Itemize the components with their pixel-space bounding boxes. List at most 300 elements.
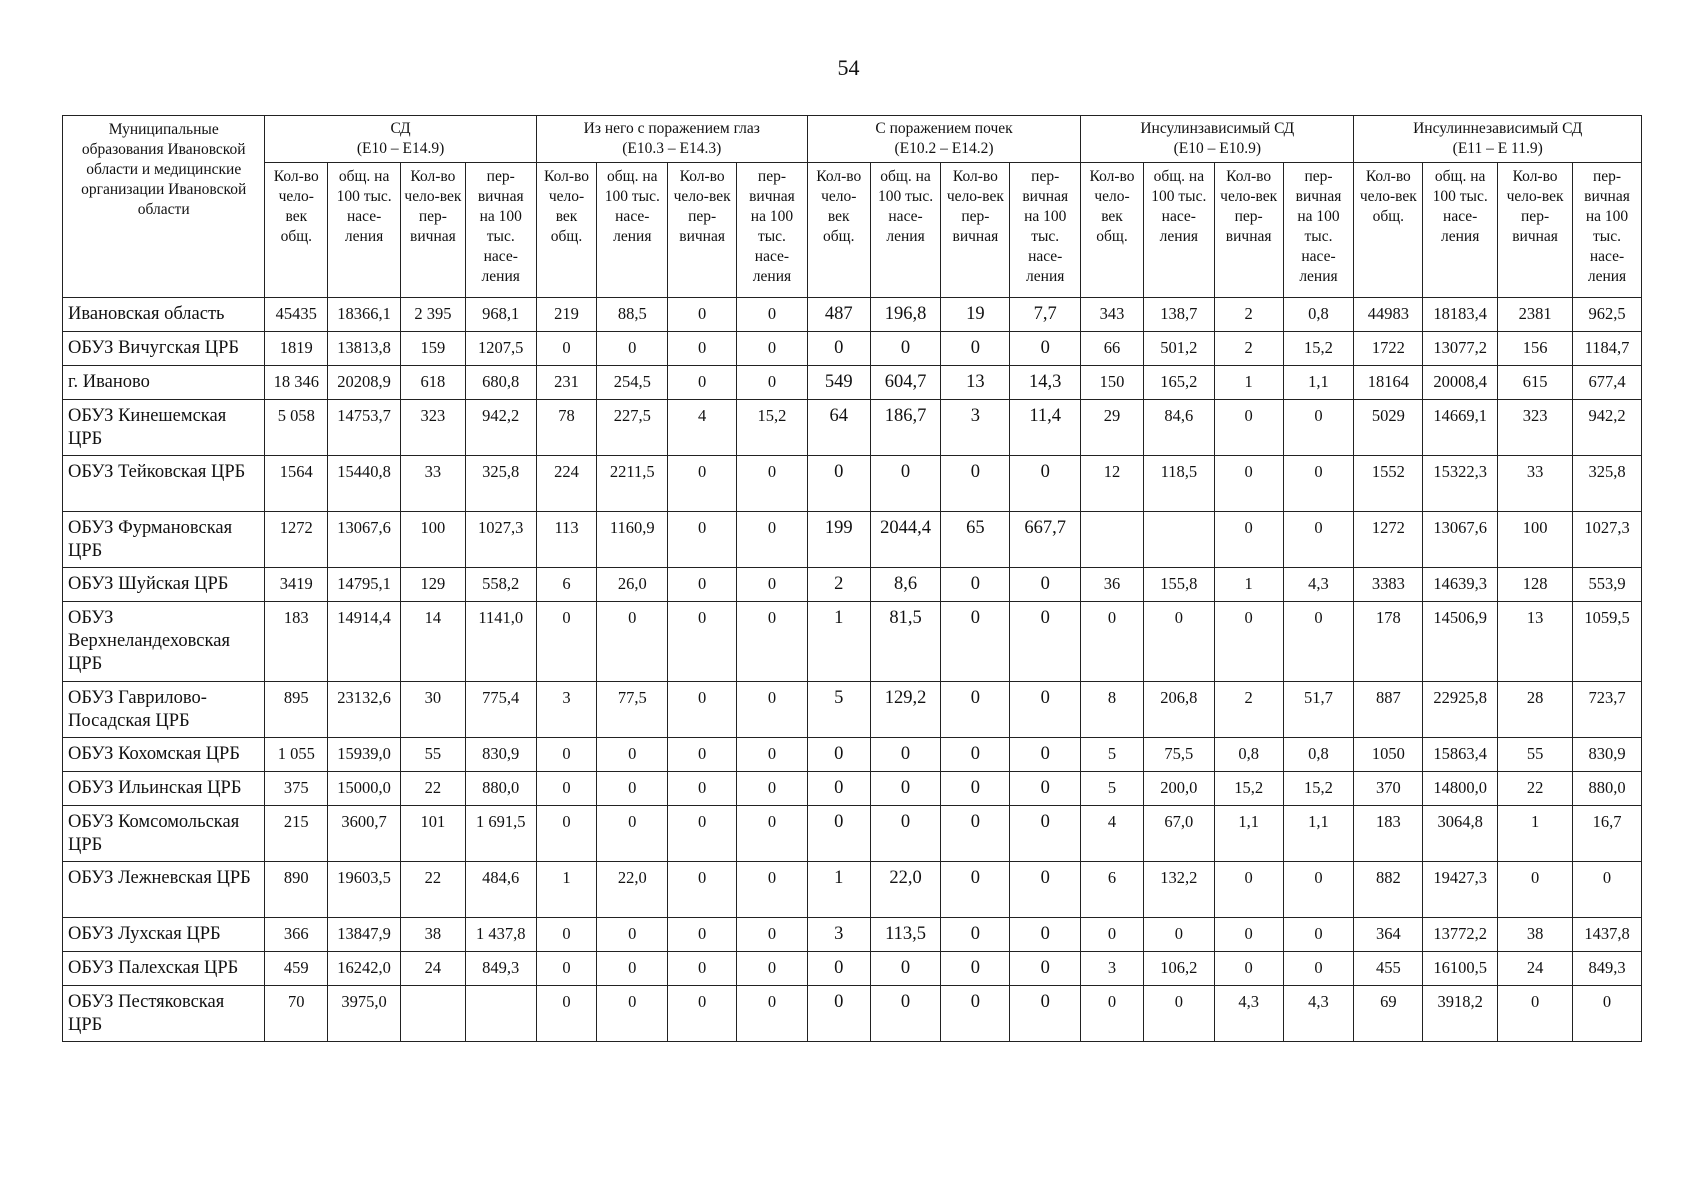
group-title: Инсулинзависимый СД [1140,120,1295,137]
table-cell [1143,512,1214,568]
table-cell: 13813,8 [328,332,401,366]
table-cell: 0 [1283,400,1354,456]
table-cell: 11,4 [1010,400,1081,456]
table-cell: 75,5 [1143,738,1214,772]
table-cell: 0 [597,772,668,806]
group-header-sd [265,116,536,163]
table-body [63,298,1642,1042]
table-cell: 0 [807,456,870,512]
row-name: ОБУЗ Гаврилово-Посадская ЦРБ [63,682,265,738]
table-row [63,772,1642,806]
table-cell: 3419 [265,568,328,602]
table-cell: 13 [1498,602,1573,682]
table-cell: 0 [597,332,668,366]
group-title: Инсулиннезависимый СД [1413,120,1583,137]
table-cell: 13067,6 [1423,512,1498,568]
table-cell: 0 [737,568,808,602]
group-codes: (E11 – E 11.9) [1452,140,1543,157]
table-cell: 887 [1354,682,1423,738]
table-cell: 0 [1010,332,1081,366]
table-cell: 2 [1214,682,1283,738]
col-header: общ. на 100 тыс. насе-ления [1143,163,1214,298]
table-cell: 45435 [265,298,328,332]
table-cell: 186,7 [870,400,941,456]
table-cell: 22925,8 [1423,682,1498,738]
table-cell [1081,512,1144,568]
table-cell: 138,7 [1143,298,1214,332]
table-cell: 0 [870,952,941,986]
table-cell: 0 [597,806,668,862]
row-name: ОБУЗ Кохомская ЦРБ [63,738,265,772]
table-cell: 0 [807,952,870,986]
table-cell: 895 [265,682,328,738]
table-cell: 129 [401,568,466,602]
table-cell: 0 [870,456,941,512]
table-cell: 558,2 [465,568,536,602]
table-cell: 0 [870,806,941,862]
table-cell: 0 [941,568,1010,602]
table-cell: 28 [1498,682,1573,738]
municipality-header: Муниципальные образования Ивановской области и медицинские организации Ивановской области [63,116,265,298]
table-cell: 0 [1283,602,1354,682]
table-cell: 4,3 [1283,986,1354,1042]
group-header-kidneys [807,116,1080,163]
table-cell: 0 [1010,682,1081,738]
row-name: ОБУЗ Вичугская ЦРБ [63,332,265,366]
table-cell: 0 [1143,602,1214,682]
col-header: пер-вичная на 100 тыс. насе-ления [737,163,808,298]
table-cell: 4,3 [1283,568,1354,602]
table-cell: 15322,3 [1423,456,1498,512]
group-header-eyes [536,116,807,163]
table-cell: 1 [807,862,870,918]
col-header: общ. на 100 тыс. насе-ления [1423,163,1498,298]
table-cell: 20208,9 [328,366,401,400]
table-cell: 6 [1081,862,1144,918]
table-cell: 830,9 [1573,738,1642,772]
table-cell: 0 [668,602,737,682]
table-cell: 231 [536,366,597,400]
table-cell: 2381 [1498,298,1573,332]
table-cell: 484,6 [465,862,536,918]
table-row [63,512,1642,568]
group-header-insulin-dependent [1081,116,1354,163]
table-cell: 325,8 [465,456,536,512]
table-cell: 1722 [1354,332,1423,366]
table-cell: 0 [1010,952,1081,986]
table-cell: 65 [941,512,1010,568]
table-cell: 1184,7 [1573,332,1642,366]
row-name: ОБУЗ Шуйская ЦРБ [63,568,265,602]
table-cell: 15,2 [1283,332,1354,366]
table-cell: 0 [536,332,597,366]
table-cell: 0 [1214,400,1283,456]
col-header: Кол-во чело-век пер-вичная [1498,163,1573,298]
table-cell: 14,3 [1010,366,1081,400]
table-cell: 0 [737,772,808,806]
table-cell: 78 [536,400,597,456]
table-cell: 0 [807,332,870,366]
group-header-row [63,116,1642,163]
table-cell: 0 [807,806,870,862]
table-cell: 1 [1214,366,1283,400]
table-cell: 1160,9 [597,512,668,568]
table-cell: 8 [1081,682,1144,738]
table-cell: 364 [1354,918,1423,952]
table-cell: 3600,7 [328,806,401,862]
table-cell: 227,5 [597,400,668,456]
table-cell: 3 [1081,952,1144,986]
row-name: ОБУЗ Лухская ЦРБ [63,918,265,952]
table-row [63,918,1642,952]
table-row [63,952,1642,986]
table-cell: 13067,6 [328,512,401,568]
table-cell: 15440,8 [328,456,401,512]
table-cell: 0 [1214,456,1283,512]
table-cell: 618 [401,366,466,400]
table-cell: 38 [1498,918,1573,952]
table-row [63,456,1642,512]
table-cell: 183 [265,602,328,682]
table-cell: 0 [1010,602,1081,682]
col-header: Кол-во чело-век пер-вичная [668,163,737,298]
table-cell: 0 [1214,512,1283,568]
table-row [63,568,1642,602]
group-codes: (E10.3 – E14.3) [622,140,722,157]
table-cell: 0 [737,366,808,400]
table-cell: 0 [941,682,1010,738]
table-cell: 18164 [1354,366,1423,400]
table-cell: 0 [1010,918,1081,952]
diabetes-statistics-table [62,115,1642,1042]
table-cell: 0 [870,738,941,772]
table-cell: 3 [807,918,870,952]
table-cell: 549 [807,366,870,400]
table-cell: 77,5 [597,682,668,738]
table-cell: 88,5 [597,298,668,332]
table-cell: 375 [265,772,328,806]
table-cell [401,986,466,1042]
table-cell: 1819 [265,332,328,366]
table-cell: 0 [1498,986,1573,1042]
table-cell: 55 [1498,738,1573,772]
row-name: ОБУЗ Фурмановская ЦРБ [63,512,265,568]
table-cell: 132,2 [1143,862,1214,918]
table-cell: 0 [1283,512,1354,568]
table-cell: 14506,9 [1423,602,1498,682]
table-row [63,738,1642,772]
row-name: ОБУЗ Пестяковская ЦРБ [63,986,265,1042]
table-cell: 1,1 [1214,806,1283,862]
table-cell: 0 [668,772,737,806]
table-cell: 16100,5 [1423,952,1498,986]
table-cell: 0 [941,952,1010,986]
col-header: Кол-во чело-век общ. [1354,163,1423,298]
col-header: Кол-во чело-век общ. [807,163,870,298]
table-cell: 3064,8 [1423,806,1498,862]
table-cell: 1272 [265,512,328,568]
col-header: пер-вичная на 100 тыс. насе-ления [1010,163,1081,298]
table-cell: 15,2 [1214,772,1283,806]
table-cell: 70 [265,986,328,1042]
col-header: общ. на 100 тыс. насе-ления [328,163,401,298]
table-cell: 2 [807,568,870,602]
table-cell: 1 055 [265,738,328,772]
table-cell: 0 [597,986,668,1042]
table-cell: 2211,5 [597,456,668,512]
table-cell: 880,0 [1573,772,1642,806]
table-cell: 219 [536,298,597,332]
table-cell: 2 [1214,298,1283,332]
table-cell: 0 [668,298,737,332]
table-row [63,862,1642,918]
table-cell: 100 [401,512,466,568]
table-cell: 0 [870,986,941,1042]
table-cell: 0 [536,772,597,806]
table-cell: 4 [1081,806,1144,862]
table-cell: 5 [807,682,870,738]
table-cell: 0 [1283,456,1354,512]
table-cell: 29 [1081,400,1144,456]
table-cell: 2 [1214,332,1283,366]
table-cell: 7,7 [1010,298,1081,332]
table-cell: 890 [265,862,328,918]
col-header: Кол-во чело-век пер-вичная [941,163,1010,298]
table-cell: 55 [401,738,466,772]
table-cell: 0 [1010,986,1081,1042]
table-cell: 0 [870,332,941,366]
col-header: пер-вичная на 100 тыс. насе-ления [1283,163,1354,298]
table-cell: 26,0 [597,568,668,602]
table-cell: 224 [536,456,597,512]
table-cell: 5 [1081,772,1144,806]
table-cell: 882 [1354,862,1423,918]
row-name: ОБУЗ Кинешемская ЦРБ [63,400,265,456]
table-cell: 19603,5 [328,862,401,918]
table-cell: 0 [597,602,668,682]
table-cell: 14753,7 [328,400,401,456]
table-cell: 723,7 [1573,682,1642,738]
table-cell: 22 [401,772,466,806]
table-cell: 44983 [1354,298,1423,332]
table-cell: 0 [941,772,1010,806]
table-cell: 0 [941,918,1010,952]
table-cell: 0 [737,512,808,568]
table-cell: 0 [1214,602,1283,682]
table-cell: 0 [737,952,808,986]
table-cell: 667,7 [1010,512,1081,568]
table-cell: 24 [1498,952,1573,986]
table-cell: 1141,0 [465,602,536,682]
table-cell: 0 [668,512,737,568]
table-cell: 0 [597,738,668,772]
table-cell: 0 [1573,862,1642,918]
table-cell: 0 [536,602,597,682]
table-cell: 1 691,5 [465,806,536,862]
table-cell: 215 [265,806,328,862]
table-cell: 0 [668,918,737,952]
table-cell [465,986,536,1042]
table-cell: 14795,1 [328,568,401,602]
table-cell: 14669,1 [1423,400,1498,456]
table-cell: 1437,8 [1573,918,1642,952]
table-cell: 1027,3 [465,512,536,568]
table-cell: 150 [1081,366,1144,400]
table-cell: 0 [941,456,1010,512]
table-cell: 0 [1573,986,1642,1042]
group-codes: (E10.2 – E14.2) [894,140,994,157]
table-cell: 0 [737,456,808,512]
table-cell: 0 [1010,772,1081,806]
table-row [63,298,1642,332]
table-cell: 0 [941,602,1010,682]
table-cell: 2 395 [401,298,466,332]
table-cell: 0 [737,332,808,366]
table-cell: 69 [1354,986,1423,1042]
table-cell: 0 [1498,862,1573,918]
table-cell: 38 [401,918,466,952]
table-cell: 323 [401,400,466,456]
table-cell: 19427,3 [1423,862,1498,918]
row-name: Ивановская область [63,298,265,332]
group-title: СД [390,120,411,137]
table-cell: 0 [1010,456,1081,512]
table-cell: 1564 [265,456,328,512]
table-cell: 0 [941,986,1010,1042]
group-title: С поражением почек [875,120,1013,137]
table-cell: 113,5 [870,918,941,952]
table-cell: 0 [807,772,870,806]
table-cell: 615 [1498,366,1573,400]
table-cell: 101 [401,806,466,862]
table-cell: 0 [737,738,808,772]
table-cell: 0 [536,952,597,986]
group-title: Из него с поражением глаз [583,120,760,137]
table-cell: 3918,2 [1423,986,1498,1042]
row-name: г. Иваново [63,366,265,400]
table-cell: 680,8 [465,366,536,400]
table-cell: 0,8 [1214,738,1283,772]
table-cell: 33 [401,456,466,512]
table-cell: 8,6 [870,568,941,602]
table-row [63,682,1642,738]
table-cell: 0 [668,986,737,1042]
table-cell: 0 [1081,986,1144,1042]
table-cell: 0 [668,456,737,512]
table-cell: 0 [941,806,1010,862]
table-cell: 64 [807,400,870,456]
table-cell: 0 [597,952,668,986]
table-cell: 880,0 [465,772,536,806]
col-header: Кол-во чело-век общ. [536,163,597,298]
table-cell: 0 [807,738,870,772]
table-cell: 84,6 [1143,400,1214,456]
table-cell: 366 [265,918,328,952]
table-cell: 4,3 [1214,986,1283,1042]
table-cell: 501,2 [1143,332,1214,366]
row-name: ОБУЗ Ильинская ЦРБ [63,772,265,806]
table-cell: 0 [668,332,737,366]
table-row [63,332,1642,366]
col-header: Кол-во чело-век пер-вичная [401,163,466,298]
table-cell: 113 [536,512,597,568]
table-cell: 254,5 [597,366,668,400]
table-cell: 14914,4 [328,602,401,682]
row-name: ОБУЗ Тейковская ЦРБ [63,456,265,512]
col-header: пер-вичная на 100 тыс. насе-ления [1573,163,1642,298]
table-cell: 1207,5 [465,332,536,366]
table-cell: 0 [737,918,808,952]
table-cell: 20008,4 [1423,366,1498,400]
table-cell: 18183,4 [1423,298,1498,332]
table-cell: 206,8 [1143,682,1214,738]
table-cell: 0 [737,806,808,862]
table-cell: 0 [870,772,941,806]
table-cell: 0 [737,602,808,682]
table-cell: 0 [668,862,737,918]
table-cell: 128 [1498,568,1573,602]
table-cell: 0 [668,738,737,772]
table-cell: 16,7 [1573,806,1642,862]
table-cell: 15863,4 [1423,738,1498,772]
table-cell: 0 [1214,918,1283,952]
table-cell: 200,0 [1143,772,1214,806]
table-cell: 343 [1081,298,1144,332]
table-cell: 118,5 [1143,456,1214,512]
table-cell: 0 [536,986,597,1042]
table-cell: 30 [401,682,466,738]
table-cell: 15000,0 [328,772,401,806]
sub-header-row [63,163,1642,298]
table-cell: 0 [668,568,737,602]
col-header: Кол-во чело-век общ. [1081,163,1144,298]
table-cell: 677,4 [1573,366,1642,400]
table-cell: 849,3 [465,952,536,986]
table-cell: 5029 [1354,400,1423,456]
table-cell: 0 [668,952,737,986]
table-cell: 5 058 [265,400,328,456]
table-row [63,400,1642,456]
table-cell: 156 [1498,332,1573,366]
table-cell: 155,8 [1143,568,1214,602]
page-number: 54 [837,55,860,80]
row-name: ОБУЗ Верхнеландеховская ЦРБ [63,602,265,682]
table-cell: 1552 [1354,456,1423,512]
table-cell: 178 [1354,602,1423,682]
table-cell: 183 [1354,806,1423,862]
group-codes: (E10 – E14.9) [356,140,445,157]
table-cell: 1 [1498,806,1573,862]
table-cell: 0 [1010,862,1081,918]
table-cell: 0 [1283,952,1354,986]
table-cell: 962,5 [1573,298,1642,332]
table-cell: 1050 [1354,738,1423,772]
table-cell: 0 [737,682,808,738]
col-header: пер-вичная на 100 тыс. насе-ления [465,163,536,298]
table-cell: 1,1 [1283,366,1354,400]
table-cell: 6 [536,568,597,602]
table-cell: 106,2 [1143,952,1214,986]
table-row [63,806,1642,862]
table-cell: 1 437,8 [465,918,536,952]
table-cell: 0 [737,298,808,332]
table-cell: 0 [1214,862,1283,918]
table-cell: 36 [1081,568,1144,602]
table-cell: 0 [668,806,737,862]
table-cell: 830,9 [465,738,536,772]
table-cell: 3 [536,682,597,738]
table-cell: 4 [668,400,737,456]
